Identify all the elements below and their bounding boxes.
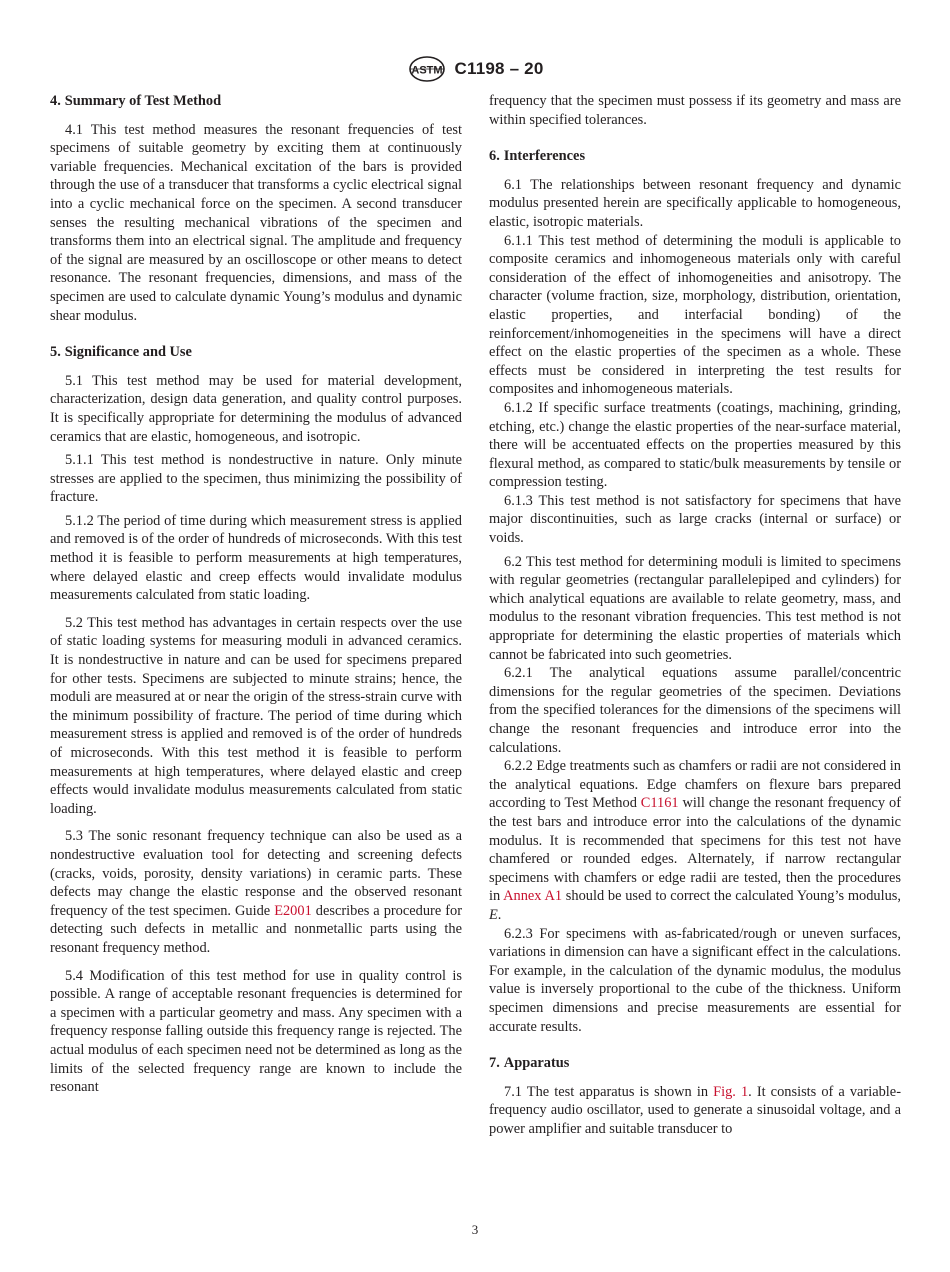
paragraph-5-4: 5.4 Modification of this test method for use in quality control is possible. A range of acceptable resonant frequencies is determined for a specimen with a particular geometry and mass. Any specimen with a frequency response falling outside this frequency range is rejected. The actual modulus of each specimen need not be determined as long as the limits of the selected frequency range are known to include the resonant (50, 967, 462, 1096)
svg-text:ASTM: ASTM (410, 64, 443, 77)
page-number: 3 (471, 1222, 479, 1237)
link-fig-1[interactable]: Fig. 1 (713, 1083, 749, 1100)
paragraph-5-1: 5.1 This test method may be used for material development, characterization, design data generation, and quality control purposes. It is specifically appropriate for determining the modulus of advanced ceramics that are elastic, homogeneous, and isotropic. (50, 372, 462, 445)
astm-logo-icon (407, 56, 447, 82)
section-6-heading: 6. Interferences (489, 148, 586, 165)
page-header (0, 56, 950, 82)
section-7-heading: 7. Apparatus (489, 1055, 570, 1072)
paragraph-6-2-1: 6.2.1 The analytical equations assume parallel/concentric dimensions for the regular geometries of the specimen. Deviations from the specified tolerances for the dimensions of the specimens will change the resonant frequencies and introduce error into the calculations. (489, 665, 901, 756)
paragraph-4-1: 4.1 This test method measures the resonant frequencies of test specimens of suitable geometry by exciting them at continuously variable frequencies. Mechanical excitation of the bars is provided through the use of a transducer that transforms a cyclic electrical signal into a cyclic mechanical force on the specimen. A second transducer senses the resulting mechanical vibrations of the specimen and transforms them into an electrical signal. The amplitude and frequency of the signal are measured by an oscilloscope or other means to detect resonance. The resonant frequencies, dimensions, and mass of the specimen are used to calculate dynamic Young’s modulus and dynamic shear modulus. (50, 121, 462, 324)
paragraph-6-2-3: 6.2.3 For specimens with as-fabricated/rough or uneven surfaces, variations in dimension can have a significant effect in the calculations. For example, in the calculation of the dynamic modulus, the modulus value is inversely proportional to the cube of the thickness. Uniform specimen dimensions and precise measurements are essential for accurate results. (489, 925, 901, 1035)
paragraph-6-2-2: 6.2.2 Edge treatments such as chamfers or radii are not considered in the analytical equations. Edge chamfers on flexure bars prepared according to Test Method C1161 will change the resonant frequency of the test bars and introduce error into the calculations of the dynamic modulus. It is recommended that specimens for this test not have chamfered or rounded edges. Alternately, if narrow rectangular specimens with chamfers or edge radii are tested, then the procedures in Annex A1 should be used to correct the calculated Young’s modulus, E. (489, 758, 901, 923)
paragraph-6-1-1: 6.1.1 This test method of determining the moduli is applicable to composite ceramics and inhomogeneous materials only with careful consideration of the effect of inhomogeneities and anisotropy. The character (volume fraction, size, morphology, distribution, orientation, elastic properties, and interfacial bonding) of the reinforcement/inhomogeneities in the specimens will have a direct effect on the elastic properties of the specimen as a whole. These effects must be considered in interpreting the test results for composites and inhomogeneous materials. (489, 232, 901, 398)
section-5-heading: 5. Significance and Use (50, 344, 192, 361)
right-column (489, 92, 901, 1138)
link-c1161[interactable]: C1161 (640, 795, 679, 812)
paragraph-5-1-2: 5.1.2 The period of time during which measurement stress is applied and removed is of the order of hundreds of microseconds. With this test method it is feasible to perform measurements at high temperatures, where delayed elastic and creep effects would invalidate modulus measurements calculated from static loading. (50, 512, 462, 604)
paragraph-5-1-1: 5.1.1 This test method is nondestructive in nature. Only minute stresses are applied to the specimen, thus minimizing the possibility of fracture. (50, 452, 462, 506)
paragraph-6-1: 6.1 The relationships between resonant frequency and dynamic modulus presented herein are specifically applicable to homogeneous, elastic, isotropic materials. (489, 176, 901, 230)
paragraph-5-2: 5.2 This test method has advantages in certain respects over the use of static loading systems for measuring moduli in advanced ceramics. It is nondestructive in nature and can be used for specimens prepared for other tests. Specimens are subjected to minute strains; hence, the moduli are measured at or near the origin of the stress-strain curve with the minimum possibility of fracture. The period of time during which measurement stress is applied and removed is of the order of hundreds of microseconds. With this test method it is feasible to perform measurements at high temperatures, where delayed elastic and creep effects would invalidate modulus measurements calculated from static loading. (50, 614, 462, 817)
paragraph-5-4-continued: frequency that the specimen must possess if its geometry and mass are within specified tolerances. (489, 93, 901, 128)
paragraph-6-1-3: 6.1.3 This test method is not satisfactory for specimens that have major discontinuities, such as large cracks (internal or surface) or voids. (489, 492, 901, 547)
left-column (50, 92, 462, 1097)
paragraph-6-2: 6.2 This test method for determining moduli is limited to specimens with regular geometries (rectangular parallelepiped and cylinders) for which analytical equations are available to relate geometry, mass, and modulus to the resonant vibration frequencies. This test method is not appropriate for determining the elastic properties of materials which cannot be fabricated into such geometries. (489, 553, 901, 663)
standard-designation: C1198 – 20 (454, 59, 544, 78)
link-annex-a1[interactable]: Annex A1 (503, 888, 563, 905)
paragraph-7-1: 7.1 The test apparatus is shown in Fig. 1. It consists of a variable-frequency audio oscillator, used to generate a sinusoidal voltage, and a power amplifier and suitable transducer to (489, 1083, 901, 1137)
paragraph-6-1-2: 6.1.2 If specific surface treatments (coatings, machining, grinding, etching, etc.) change the elastic properties of the near-surface material, there will be accentuated effects on the properties measured by this flexural method, as compared to static/bulk measurements by tensile or compression testing. (489, 399, 901, 491)
paragraph-5-3: 5.3 The sonic resonant frequency technique can also be used as a nondestructive evaluation tool for detecting and screening defects (cracks, voids, porosity, density variations) in ceramic parts. These defects may change the elastic response and the observed resonant frequency of the test specimen. Guide E2001 describes a procedure for detecting such defects in metallic and nonmetallic parts using the resonant frequency method. (50, 828, 462, 956)
link-e2001[interactable]: E2001 (274, 902, 312, 919)
section-4-heading: 4. Summary of Test Method (50, 93, 222, 109)
